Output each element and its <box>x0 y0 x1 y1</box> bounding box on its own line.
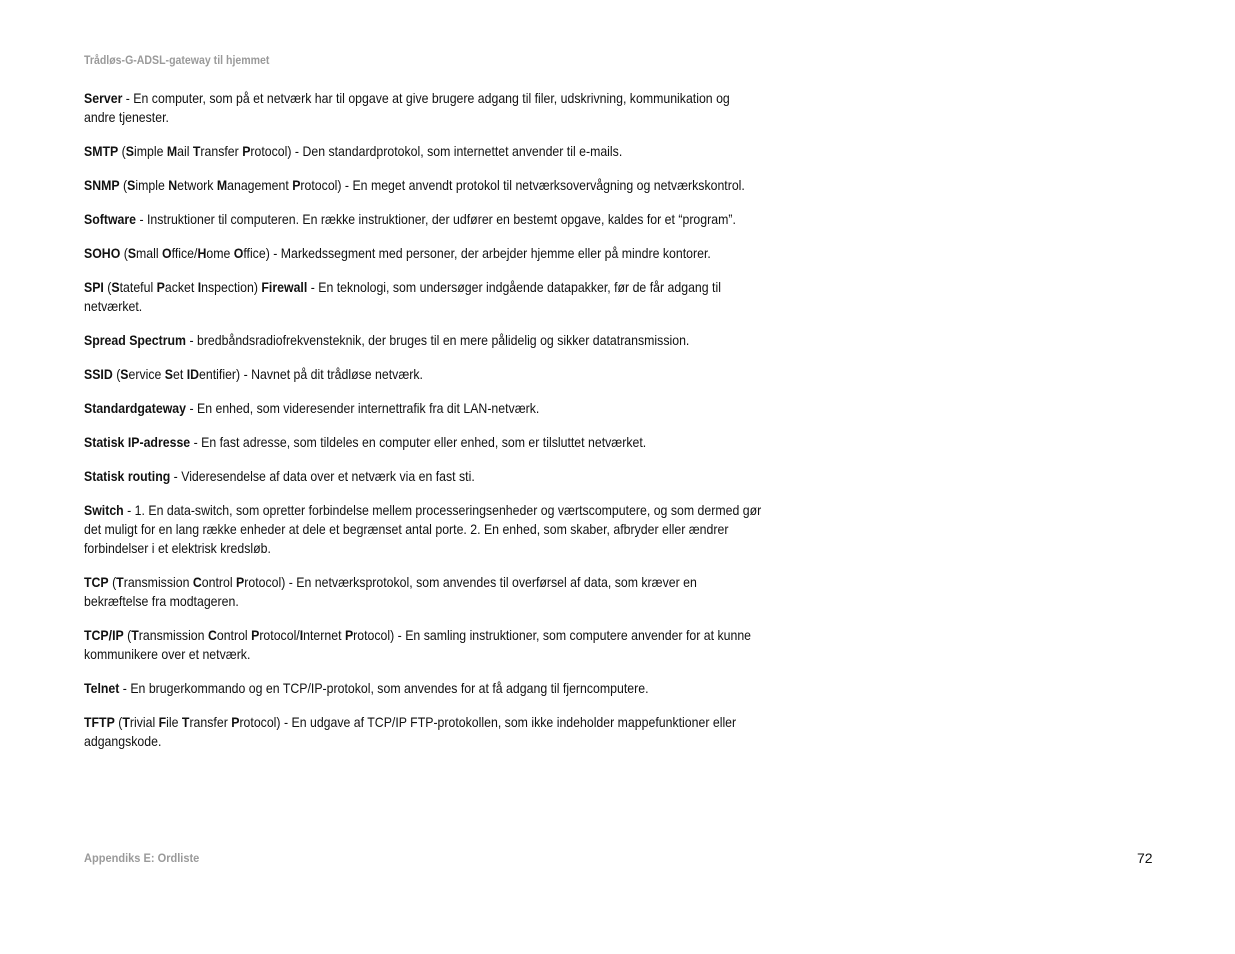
term-bold-text: S <box>125 143 134 159</box>
term-bold-text: S <box>120 366 129 382</box>
glossary-entry <box>84 244 762 263</box>
term-bold-text: S <box>127 245 137 261</box>
definition-text: ( <box>119 177 128 193</box>
term-bold-text: O <box>162 245 172 261</box>
definition-text: ( <box>103 279 112 295</box>
term-bold-text: Statisk IP-adresse <box>84 434 191 450</box>
definition-text: et <box>173 366 187 382</box>
glossary-entry <box>84 89 762 127</box>
term-bold-text: Server <box>84 90 123 106</box>
definition-text: rotocol) - En netværksprotokol, som anvendes til overførsel af data, som kræver en bekræftelse fra modtageren. <box>84 574 697 609</box>
term-bold-text: ID <box>186 366 200 382</box>
glossary-entries <box>84 89 762 766</box>
definition-text: nternet <box>303 627 345 643</box>
term-bold-text: T <box>122 714 130 730</box>
definition-text: ( <box>112 366 121 382</box>
definition-text: etwork <box>177 177 217 193</box>
term-bold-text: M <box>166 143 178 159</box>
term-bold-text: Telnet <box>84 680 120 696</box>
definition-text: entifier) - Navnet på dit trådløse netværk. <box>199 366 423 382</box>
running-header: Trådløs-G-ADSL-gateway til hjemmet <box>84 53 270 67</box>
term-bold-text: C <box>192 574 202 590</box>
term-bold-text: F <box>158 714 167 730</box>
glossary-entry <box>84 467 762 486</box>
term-bold-text: Switch <box>84 502 124 518</box>
definition-text: ( <box>120 245 128 261</box>
term-bold-text: TFTP <box>84 714 115 730</box>
term-bold-text: Standardgateway <box>84 400 187 416</box>
definition-text: anagement <box>227 177 293 193</box>
glossary-entry <box>84 433 762 452</box>
running-footer-section: Appendiks E: Ordliste <box>84 851 200 865</box>
definition-text: rotocol) - En meget anvendt protokol til netværksovervågning og netværkskontrol. <box>300 177 745 193</box>
definition-text: ome <box>206 245 234 261</box>
term-bold-text: SMTP <box>84 143 119 159</box>
definition-text: ile <box>166 714 182 730</box>
definition-text: ffice/ <box>171 245 198 261</box>
definition-text: imple <box>135 177 169 193</box>
definition-text: rotocol) - Den standardprotokol, som internettet anvender til e-mails. <box>250 143 623 159</box>
term-bold-text: P <box>344 627 354 643</box>
definition-text: ransfer <box>189 714 232 730</box>
term-bold-text: SSID <box>84 366 113 382</box>
definition-text: ffice) - Markedssegment med personer, der arbejder hjemme eller på mindre kontorer. <box>243 245 711 261</box>
glossary-entry <box>84 573 762 611</box>
definition-text: ontrol <box>216 627 252 643</box>
term-bold-text: M <box>216 177 228 193</box>
term-bold-text: P <box>251 627 260 643</box>
glossary-entry <box>84 626 762 664</box>
definition-text: - En teknologi, som undersøger indgående datapakker, før de får adgang til netværket. <box>84 279 721 314</box>
glossary-entry <box>84 365 762 384</box>
definition-text: ervice <box>128 366 165 382</box>
definition-text: acket <box>164 279 198 295</box>
definition-text: ( <box>114 714 123 730</box>
term-bold-text: O <box>233 245 244 261</box>
glossary-entry <box>84 399 762 418</box>
definition-text: - bredbåndsradiofrekvensteknik, der bruges til en mere pålidelig og sikker datatransmission. <box>186 332 690 348</box>
glossary-entry <box>84 210 762 229</box>
term-bold-text: P <box>231 714 240 730</box>
glossary-entry <box>84 713 762 751</box>
definition-text: rotocol) - En udgave af TCP/IP FTP-protokollen, som ikke indeholder mappefunktioner eller adgangskode. <box>84 714 737 749</box>
definition-text: ( <box>123 627 132 643</box>
term-bold-text: S <box>127 177 136 193</box>
term-bold-text: T <box>192 143 201 159</box>
term-bold-text: TCP/IP <box>84 627 124 643</box>
definition-text: ransfer <box>200 143 243 159</box>
definition-text: rotocol) - En samling instruktioner, som computere anvender for at kunne kommunikere over et netværk. <box>84 627 752 662</box>
term-bold-text: Statisk routing <box>84 468 171 484</box>
definition-text: ( <box>118 143 126 159</box>
term-bold-text: Spread Spectrum <box>84 332 187 348</box>
definition-text: - En computer, som på et netværk har til opgave at give brugere adgang til filer, udskrivning, kommunikation og andre tjenester. <box>84 90 730 125</box>
term-bold-text: S <box>164 366 174 382</box>
term-bold-text: Software <box>84 211 137 227</box>
definition-text: ail <box>177 143 193 159</box>
definition-text: rivial <box>129 714 159 730</box>
term-bold-text: Firewall <box>261 279 308 295</box>
term-bold-text: P <box>292 177 301 193</box>
glossary-entry <box>84 176 762 195</box>
term-bold-text: P <box>242 143 251 159</box>
definition-text: rotocol/ <box>259 627 300 643</box>
term-bold-text: TCP <box>84 574 109 590</box>
definition-text: imple <box>133 143 167 159</box>
term-bold-text: T <box>116 574 124 590</box>
term-bold-text: I <box>197 279 202 295</box>
definition-text: tateful <box>119 279 157 295</box>
term-bold-text: P <box>156 279 165 295</box>
definition-text: - En enhed, som videresender internettrafik fra dit LAN-netværk. <box>186 400 540 416</box>
term-bold-text: C <box>207 627 217 643</box>
definition-text: - En brugerkommando og en TCP/IP-protokol, som anvendes for at få adgang til fjerncomputere. <box>119 680 649 696</box>
term-bold-text: N <box>168 177 178 193</box>
definition-text: ransmission <box>123 574 193 590</box>
term-bold-text: T <box>181 714 190 730</box>
definition-text: - Videresendelse af data over et netværk via en fast sti. <box>170 468 475 484</box>
page-number: 72 <box>1137 850 1153 866</box>
glossary-entry <box>84 331 762 350</box>
term-bold-text: P <box>236 574 245 590</box>
definition-text: nspection) <box>201 279 262 295</box>
glossary-entry <box>84 501 762 558</box>
definition-text: - Instruktioner til computeren. En række instruktioner, der udfører en bestemt opgave, kaldes for et “program”. <box>136 211 736 227</box>
term-bold-text: H <box>197 245 207 261</box>
definition-text: - 1. En data-switch, som opretter forbindelse mellem processeringsenheder og værtscomputere, og som dermed gør det muligt for en lang række enheder at dele et begrænset antal porte. 2. En enhed, som skaber, afbryder eller ændrer forbindelser i et elektrisk kredsløb. <box>84 502 762 556</box>
term-bold-text: I <box>299 627 304 643</box>
glossary-entry <box>84 679 762 698</box>
glossary-entry <box>84 142 762 161</box>
definition-text: ransmission <box>138 627 208 643</box>
term-bold-text: SNMP <box>84 177 120 193</box>
definition-text: mall <box>136 245 163 261</box>
term-bold-text: SPI <box>84 279 104 295</box>
term-bold-text: T <box>131 627 139 643</box>
term-bold-text: S <box>111 279 120 295</box>
definition-text: - En fast adresse, som tildeles en computer eller enhed, som er tilsluttet netværket. <box>190 434 647 450</box>
definition-text: ontrol <box>201 574 237 590</box>
glossary-entry <box>84 278 762 316</box>
definition-text: ( <box>108 574 117 590</box>
term-bold-text: SOHO <box>84 245 121 261</box>
